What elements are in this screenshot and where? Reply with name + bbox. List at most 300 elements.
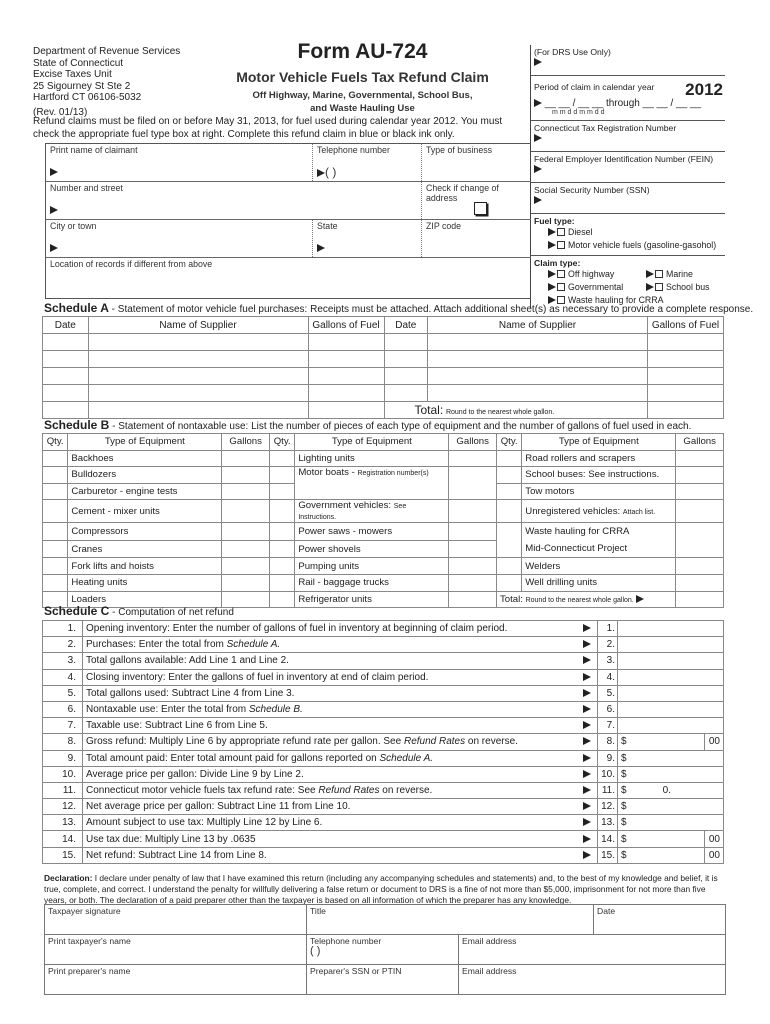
option-label: Motor vehicle fuels (gasoline-gasohol) [568,240,717,250]
street-field[interactable] [46,182,422,219]
cell[interactable] [43,334,89,351]
cell[interactable] [647,351,723,368]
gallons-cell[interactable] [222,523,270,541]
cell[interactable] [308,351,384,368]
line-amount-field[interactable] [618,750,705,766]
schedule-c-line [43,718,724,734]
desc-text: Taxable use: Subtract Line 6 from Line 5. [86,720,268,732]
line-ref: 7. [598,718,618,734]
total-note: Round to the nearest whole gallon. [445,409,555,416]
desc-text: Net refund: Subtract Line 14 from Line 8. [86,849,267,861]
qty-cell[interactable] [269,540,294,558]
line-amount-field[interactable] [618,815,705,831]
schedule-c-line [43,847,724,863]
qty-cell[interactable] [269,523,294,541]
filing-notice: Refund claims must be filed on or before May 31, 2013, for fuel used during calendar year 2012. You must check the appropriate fuel type box at right. Complete this refund claim in blue or black ink only. [33,116,503,140]
telephone-field[interactable] [313,144,422,181]
claim-type-governmental[interactable] [548,281,646,294]
cell[interactable] [88,402,308,419]
col-header: Type of Equipment [522,434,676,451]
fuel-type-label: Fuel type: [534,216,575,226]
arrow-icon [577,831,598,847]
gallons-cell[interactable] [222,574,270,591]
col-header: Gallons [676,434,724,451]
preparer-ssn-field[interactable] [307,965,459,995]
arrow-icon [50,206,58,214]
cell[interactable] [43,402,89,419]
equipment-note: Registration number(s) [357,470,429,478]
change-address-checkbox[interactable] [474,202,487,215]
arrow-icon [534,99,542,107]
line-ref: 10. [598,766,618,782]
cell[interactable] [428,334,648,351]
qty-cell[interactable] [496,558,521,575]
qty-cell[interactable] [496,483,521,500]
qty-cell[interactable] [496,467,521,484]
checkbox[interactable] [655,270,663,278]
gallons-cell[interactable] [222,483,270,500]
agency-line: Hartford CT 06106-5032 [33,92,142,104]
fuel-type-diesel[interactable] [534,226,722,239]
form-use-types [200,90,525,115]
form-title: Form AU-724 [297,40,428,63]
arrow-icon [534,134,542,142]
cell[interactable] [384,368,428,385]
line-description [83,669,578,685]
line-amount-field[interactable] [618,831,705,847]
field-label: Number and street [50,183,123,193]
line-number: 3. [43,653,83,669]
cell[interactable] [308,334,384,351]
period-box[interactable] [531,76,725,121]
dollar-sign: $ [621,833,627,845]
line-amount-field[interactable] [618,669,705,685]
gallons-cell[interactable] [449,574,497,591]
line-cents [705,718,724,734]
city-field[interactable] [46,220,313,257]
equipment-type: Fork lifts and hoists [68,558,222,575]
col-header: Type of Equipment [295,434,449,451]
line-description [83,750,578,766]
equipment-type: Rail - baggage trucks [295,574,449,591]
qty-cell[interactable] [43,540,68,558]
checkbox[interactable] [557,283,565,291]
equipment-label: Mid-Connecticut Project [525,543,628,555]
arrow-icon [50,244,58,252]
line-number: 14. [43,831,83,847]
records-location-field[interactable] [46,258,531,298]
arrow-icon [577,637,598,653]
claim-type-label: Claim type: [534,258,581,268]
line-ref: 2. [598,637,618,653]
declaration [44,873,726,907]
col-header: Gallons of Fuel [308,317,384,334]
checkbox[interactable] [557,241,565,249]
qty-cell[interactable] [43,450,68,467]
desc-text: Nontaxable use: Enter the total from [86,704,249,716]
line-description [83,637,578,653]
dollar-sign: $ [621,768,627,780]
cell[interactable] [428,368,648,385]
desc-text: Connecticut motor vehicle fuels tax refund rate: See [86,784,319,796]
schedule-b-total-value[interactable] [676,591,724,608]
line-amount-field[interactable] [618,701,705,717]
equipment-type: Cement - mixer units [68,500,222,523]
option-label: School bus [666,282,710,292]
gallons-cell[interactable] [676,467,724,484]
schedule-c-line [43,815,724,831]
equipment-type: Power saws - mowers [295,523,449,541]
field-label: Telephone number [317,145,390,155]
gallons-cell[interactable] [222,450,270,467]
schedule-desc: - Statement of motor vehicle fuel purchases: Receipts must be attached. Attach additional sheet(s) as necessary to provide a complete response. [108,304,754,315]
schedule-c-line [43,766,724,782]
qty-cell[interactable] [43,483,68,500]
desc-text: on reverse. [379,784,433,796]
option-label: Off highway [568,269,615,279]
cell[interactable] [308,402,384,419]
use-types-line: and Waste Hauling Use [310,102,415,114]
schedule-a-total-value[interactable] [647,402,723,419]
schedule-label: Schedule C [44,604,110,618]
checkbox[interactable] [655,283,663,291]
qty-cell[interactable] [269,483,294,500]
line-amount-field[interactable] [618,685,705,701]
arrow-icon [548,228,556,236]
cell[interactable] [428,351,648,368]
table-row [43,402,724,419]
qty-cell[interactable] [269,574,294,591]
schedule-label: Schedule B [44,418,110,432]
line-cents [705,669,724,685]
col-header: Date [384,317,428,334]
gallons-cell[interactable] [449,450,497,467]
equipment-type-government [295,500,449,523]
equipment-type: Compressors [68,523,222,541]
claim-type-off-highway[interactable] [548,268,646,281]
table-row [43,558,724,575]
cell[interactable] [384,334,428,351]
line-cents [705,782,724,798]
line-amount-field[interactable] [618,637,705,653]
line-number: 10. [43,766,83,782]
period-label: Period of claim in calendar year [534,82,655,92]
line-cents [705,766,724,782]
gallons-cell[interactable] [222,500,270,523]
line-amount-field[interactable] [618,653,705,669]
arrow-icon [534,58,542,66]
title-field[interactable] [307,905,594,935]
equipment-type: Road rollers and scrapers [522,450,676,467]
field-label: City or town [50,221,97,231]
dollar-sign: $ [621,817,627,829]
schedule-c-table [42,620,724,864]
option-label: Governmental [568,282,624,292]
line-number: 9. [43,750,83,766]
gallons-cell[interactable] [449,591,497,608]
qty-cell[interactable] [496,450,521,467]
arrow-icon [577,750,598,766]
preparer-email-field[interactable] [459,965,726,995]
line-ref: 6. [598,701,618,717]
period-year: 2012 [685,80,723,99]
equipment-type: Power shovels [295,540,449,558]
gallons-cell[interactable] [676,450,724,467]
drs-use-box [531,45,725,76]
line-amount-field[interactable] [618,847,705,863]
desc-text: Total gallons available: Add Line 1 and Line 2. [86,655,289,667]
line-amount-field[interactable] [618,799,705,815]
change-of-address[interactable] [422,182,531,219]
equipment-type: Pumping units [295,558,449,575]
cell[interactable] [308,385,384,402]
equipment-label: Government vehicles: [298,500,394,512]
schedule-c-line [43,653,724,669]
schedule-c-line [43,621,724,637]
table-row [43,351,724,368]
line-amount-field[interactable] [618,718,705,734]
fuel-type-gasoline[interactable] [534,239,722,252]
taxpayer-signature-field[interactable] [45,905,307,935]
qty-cell[interactable] [43,558,68,575]
desc-italic: Schedule A. [226,639,281,651]
desc-text: Purchases: Enter the total from [86,639,227,651]
gallons-cell[interactable] [676,558,724,575]
qty-cell[interactable] [496,574,521,591]
qty-cell[interactable] [269,467,294,484]
checkbox[interactable] [557,270,565,278]
col-header: Qty. [269,434,294,451]
qty-cell[interactable] [43,500,68,523]
col-header: Qty. [43,434,68,451]
line-number: 13. [43,815,83,831]
cell[interactable] [88,368,308,385]
tax-registration-label: Connecticut Tax Registration Number [534,123,677,133]
arrow-icon [577,799,598,815]
equipment-type: Welders [522,558,676,575]
equipment-type: Carburetor - engine tests [68,483,222,500]
desc-text: on reverse. [465,736,518,748]
schedule-b-total-label [496,591,675,608]
gallons-cell[interactable] [676,523,724,558]
line-cents [705,621,724,637]
print-taxpayer-name-field[interactable] [45,935,307,965]
equipment-type-unregistered [522,500,676,523]
tax-registration-box[interactable] [531,121,725,152]
arrow-icon [577,815,598,831]
line-ref: 1. [598,621,618,637]
field-label: Print preparer's name [48,966,131,976]
signature-table [44,904,726,995]
agency-address [33,46,180,119]
qty-cell[interactable] [496,500,521,523]
qty-cell[interactable] [269,591,294,608]
line-ref: 5. [598,685,618,701]
phone-parens: ( ) [310,945,321,957]
total-label: Total: [499,593,523,605]
line-amount-field[interactable] [618,782,705,798]
state-field[interactable] [313,220,422,257]
claimant-name-field[interactable] [46,144,313,181]
option-label: Marine [666,269,693,279]
gallons-cell[interactable] [449,540,497,558]
dollar-sign: $ [621,801,627,813]
field-label: Date [597,906,616,916]
use-types-line: Off Highway, Marine, Governmental, School Bus, [252,90,473,101]
equipment-type: Loaders [68,591,222,608]
gallons-cell[interactable] [222,467,270,484]
cell[interactable] [308,368,384,385]
gallons-cell[interactable] [449,500,497,523]
gallons-cell[interactable] [222,540,270,558]
line-cents [705,685,724,701]
desc-italic: Refund Rates [318,784,380,796]
table-row [43,368,724,385]
agency-line: Department of Revenue Services [33,46,181,57]
schedule-desc: - Statement of nontaxable use: List the number of pieces of each type of equipment and the number of gallons of fuel used in each. [109,421,692,432]
cell[interactable] [647,334,723,351]
field-label: State [317,221,338,231]
cell[interactable] [384,385,428,402]
line-cents [705,637,724,653]
arrow-icon [577,782,598,798]
schedule-c-line [43,637,724,653]
equipment-note: Attach list. [622,508,656,516]
line-description [83,685,578,701]
table-row [43,467,724,484]
table-row [43,334,724,351]
line-number: 4. [43,669,83,685]
equipment-type-motor-boats [295,467,449,500]
business-type-field[interactable] [422,144,531,181]
line-description [83,621,578,637]
schedule-c-line [43,734,724,750]
arrow-icon [577,734,598,750]
col-header: Gallons of Fuel [647,317,723,334]
cell[interactable] [88,334,308,351]
ssn-box[interactable] [531,183,725,214]
arrow-icon [317,244,325,252]
line-cents [705,653,724,669]
telephone-field[interactable] [307,935,459,965]
equipment-label: Unregistered vehicles: [525,505,623,517]
claim-type-school-bus[interactable] [646,281,710,294]
line-amount-field[interactable] [618,766,705,782]
qty-cell[interactable] [43,467,68,484]
cell[interactable] [88,385,308,402]
period-input[interactable]: __ __ / __ __ through __ __ / __ __ [534,98,722,109]
equipment-label: Motor boats - [298,467,358,479]
dollar-sign: $ [621,736,627,748]
equipment-type: Well drilling units [522,574,676,591]
arrow-icon [646,270,654,278]
qty-cell[interactable] [43,574,68,591]
qty-cell[interactable] [269,500,294,523]
arrow-icon [548,241,556,249]
line-cents: 00 [705,734,724,750]
print-preparer-name-field[interactable] [45,965,307,995]
line-ref: 8. [598,734,618,750]
email-field[interactable] [459,935,726,965]
desc-text: Total amount paid: Enter total amount paid for gallons reported on [86,752,380,764]
ssn-label: Social Security Number (SSN) [534,185,650,195]
claimant-info-grid [45,143,531,299]
line-amount-field[interactable] [618,734,705,750]
line-amount-field[interactable] [618,621,705,637]
fuel-type-box [531,214,725,256]
mmdd-hint: m m d d m m d d [552,109,605,116]
cell[interactable] [88,351,308,368]
field-label: Taxpayer signature [48,906,121,916]
through-label: through [605,98,640,109]
gallons-cell[interactable] [449,558,497,575]
line-number: 12. [43,799,83,815]
cell[interactable] [428,385,648,402]
line-ref: 11. [598,782,618,798]
agency-line: Excise Taxes Unit [33,69,112,81]
line-ref: 15. [598,847,618,863]
line-cents [705,815,724,831]
date-field[interactable] [594,905,726,935]
cell[interactable] [43,368,89,385]
line-ref: 14. [598,831,618,847]
agency-line: State of Connecticut [33,57,124,69]
checkbox[interactable] [557,228,565,236]
qty-cell[interactable] [269,450,294,467]
dollar-sign: $ [621,849,627,861]
field-label: Location of records if different from above [50,259,213,269]
cell[interactable] [647,368,723,385]
line-description [83,782,578,798]
col-header: Qty. [496,434,521,451]
zip-field[interactable] [422,220,531,257]
arrow-icon [577,669,598,685]
line-description [83,701,578,717]
gallons-cell[interactable] [449,467,497,500]
schedule-c-line [43,669,724,685]
table-row [43,500,724,523]
claim-type-marine[interactable] [646,268,693,281]
cell[interactable] [43,385,89,402]
field-label: Telephone number [310,936,382,946]
qty-cell[interactable] [496,523,521,558]
qty-cell[interactable] [43,523,68,541]
phone-parens: ( ) [325,165,337,179]
cell[interactable] [647,385,723,402]
cell[interactable] [384,351,428,368]
schedule-c-line [43,750,724,766]
gallons-cell[interactable] [676,574,724,591]
cell[interactable] [43,351,89,368]
line-cents [705,701,724,717]
line-cents: 00 [705,847,724,863]
gallons-cell[interactable] [676,500,724,523]
fein-box[interactable] [531,152,725,183]
gallons-cell[interactable] [222,558,270,575]
equipment-type: Refrigerator units [295,591,449,608]
schedule-c-title [44,604,234,618]
qty-cell[interactable] [269,558,294,575]
table-row [43,385,724,402]
arrow-icon [636,595,644,603]
desc-text: Gross refund: Multiply Line 6 by appropriate refund rate per gallon. See [86,736,404,748]
arrow-icon [577,621,598,637]
gallons-cell[interactable] [676,483,724,500]
field-label: Print name of claimant [50,145,138,155]
col-header: Name of Supplier [88,317,308,334]
line-cents: 00 [705,831,724,847]
gallons-cell[interactable] [449,523,497,541]
